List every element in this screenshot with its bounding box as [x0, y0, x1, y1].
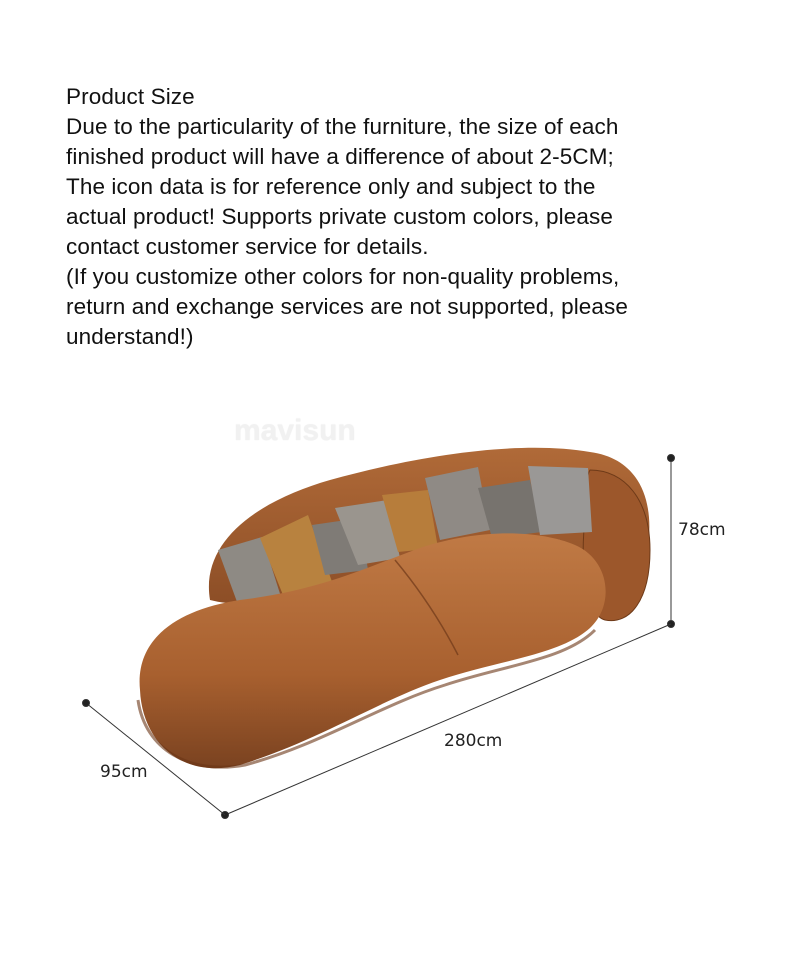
watermark-logo: mavisun — [234, 414, 356, 447]
description-line-6: (If you customize other colors for non-quality problems, — [66, 264, 620, 289]
depth-dimension-label: 95cm — [100, 762, 148, 782]
height-dimension-label: 78cm — [678, 520, 726, 540]
description-line-4: actual product! Supports private custom colors, please — [66, 204, 613, 229]
product-size-description — [66, 82, 746, 352]
product-size-heading: Product Size — [66, 84, 195, 109]
description-line-7: return and exchange services are not supported, please — [66, 294, 628, 319]
description-line-2: finished product will have a difference of about 2-5CM; — [66, 144, 614, 169]
sofa-seat — [140, 533, 606, 768]
length-dimension-label: 280cm — [444, 731, 503, 751]
description-line-1: Due to the particularity of the furniture, the size of each — [66, 114, 619, 139]
description-line-8: understand!) — [66, 324, 194, 349]
description-line-3: The icon data is for reference only and subject to the — [66, 174, 596, 199]
description-line-5: contact customer service for details. — [66, 234, 429, 259]
